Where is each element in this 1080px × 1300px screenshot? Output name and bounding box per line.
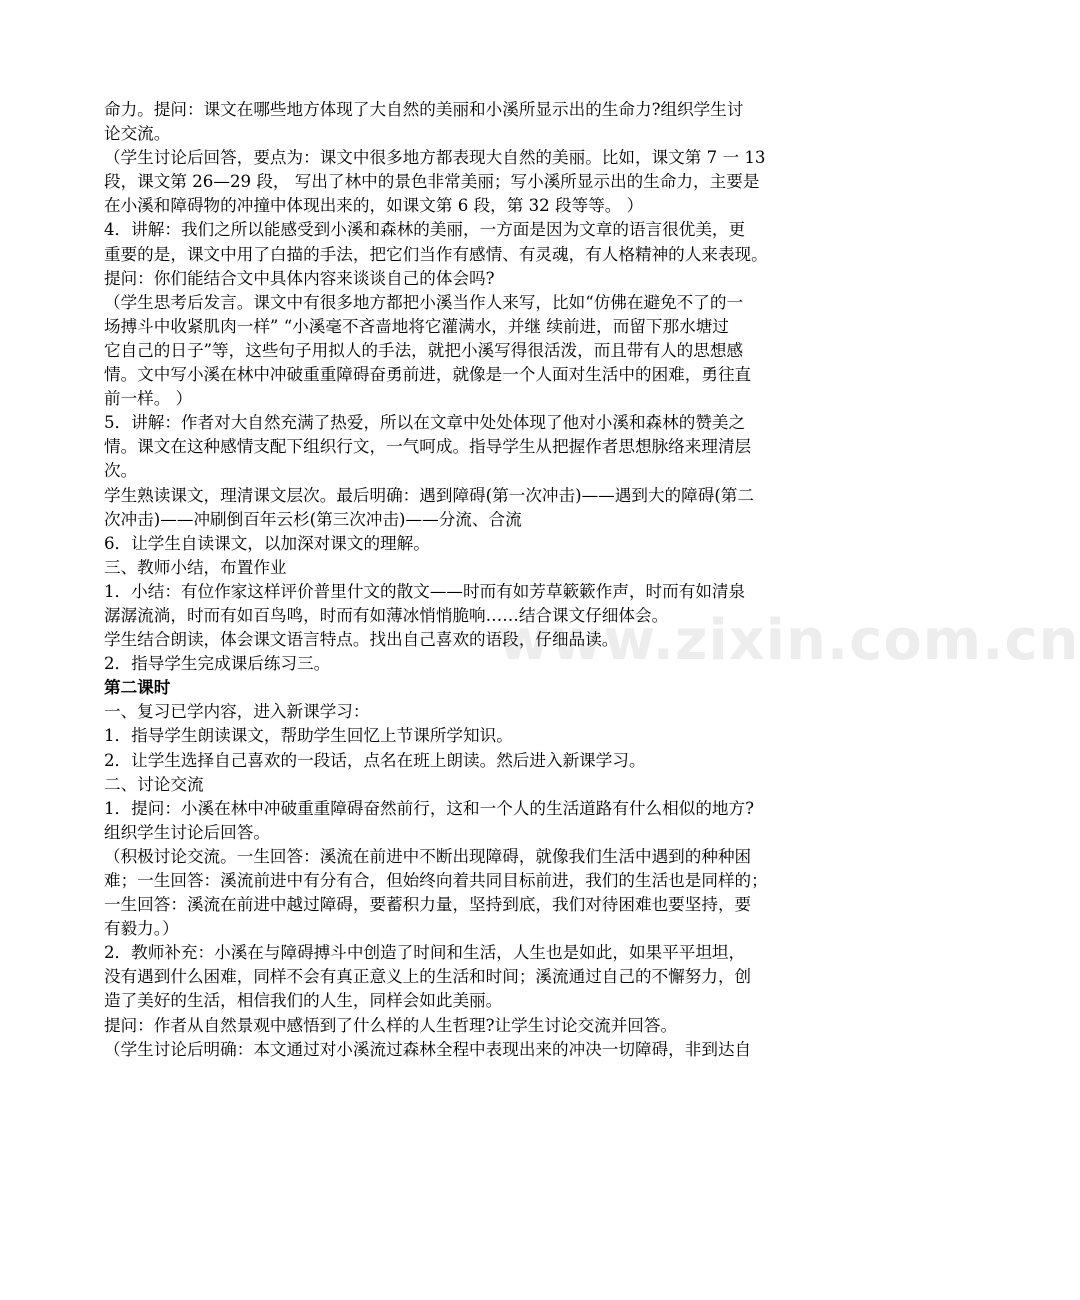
text-line: 4．讲解：我们之所以能感受到小溪和森林的美丽，一方面是因为文章的语言很优美，更 (104, 220, 746, 240)
text-line: 有毅力。） (104, 919, 179, 939)
text-line: 2．指导学生完成课后练习三。 (104, 654, 331, 674)
text-line: 情。文中写小溪在林中冲破重重障碍奋勇前进，就像是一个人面对生活中的困难，勇往直 (104, 365, 752, 385)
section-heading: 二、讨论交流 (104, 774, 204, 794)
text-line: 它自己的日子”等，这些句子用拟人的手法，就把小溪写得很活泼，而且带有人的思想感 (104, 340, 744, 360)
text-line: 情。课文在这种感情支配下组织行文，一气呵成。指导学生从把握作者思想脉络来理清层 (104, 437, 752, 457)
text-line: 学生结合朗读，体会课文语言特点。找出自己喜欢的语段，仔细品读。 (104, 630, 619, 650)
text-line: 次冲击)——冲刷倒百年云杉(第三次冲击)——分流、合流 (104, 509, 522, 529)
text-line: 2．让学生选择自己喜欢的一段话，点名在班上朗读。然后进入新课学习。 (104, 750, 646, 770)
text-line: 前一样。 ） (104, 389, 193, 409)
text-line: 学生熟读课文，理清课文层次。最后明确：遇到障碍(第一次冲击)——遇到大的障碍(第二 (104, 485, 754, 505)
text-line: 次。 (104, 461, 138, 481)
document-body (104, 98, 828, 1062)
section-heading: 三、教师小结，布置作业 (104, 557, 287, 577)
text-line: 5．讲解：作者对大自然充满了热爱，所以在文章中处处体现了他对小溪和森林的赞美之 (104, 413, 746, 433)
text-line: 没有遇到什么困难，同样不会有真正意义上的生活和时间；溪流通过自己的不懈努力，创 (104, 967, 752, 987)
text-line: 场搏斗中收紧肌肉一样” “小溪毫不吝啬地将它灌满水，并继 续前进，而留下那水塘过 (104, 316, 729, 336)
text-line: 造了美好的生活，相信我们的人生，同样会如此美丽。 (104, 991, 503, 1011)
text-line: 1．小结：有位作家这样评价普里什文的散文——时而有如芳草簌簌作声，时而有如清泉 (104, 581, 746, 601)
text-line: 潺潺流淌，时而有如百鸟鸣，时而有如薄冰悄悄脆响……结合课文仔细体会。 (104, 605, 669, 625)
text-line: 1．指导学生朗读课文，帮助学生回忆上节课所学知识。 (104, 726, 513, 746)
text-line: 段，课文第 26—29 段， 写出了林中的景色非常美丽；写小溪所显示出的生命力，主要是 (104, 172, 760, 192)
text-line: （学生思考后发言。课文中有很多地方都把小溪当作人来写，比如“仿佛在避免不了的一 (104, 292, 744, 312)
text-line: 在小溪和障碍物的冲撞中体现出来的，如课文第 6 段，第 32 段等等。 ） (104, 196, 644, 216)
text-line: 2．教师补充：小溪在与障碍搏斗中创造了时间和生活，人生也是如此，如果平平坦坦， (104, 943, 746, 963)
text-line: 1．提问：小溪在林中冲破重重障碍奋然前行，这和一个人的生活道路有什么相似的地方? (104, 798, 755, 818)
text-line: 提问：作者从自然景观中感悟到了什么样的人生哲理?让学生讨论交流并回答。 (104, 1015, 678, 1035)
text-line: 重要的是，课文中用了白描的手法，把它们当作有感情、有灵魂，有人格精神的人来表现。 (104, 244, 768, 264)
text-line: 一生回答：溪流在前进中越过障碍，要蓄积力量，坚持到底，我们对待困难也要坚持，要 (104, 895, 752, 915)
text-line: （学生讨论后明确：本文通过对小溪流过森林全程中表现出来的冲决一切障碍，非到达自 (104, 1039, 752, 1059)
text-line: （学生讨论后回答，要点为：课文中很多地方都表现大自然的美丽。比如，课文第 7 一 13 (104, 148, 766, 168)
lesson-heading: 第二课时 (104, 678, 171, 698)
text-line: 难；一生回答：溪流前进中有分有合，但始终向着共同目标前进，我们的生活也是同样的； (104, 871, 768, 890)
watermark: www.zixin.com.cn (498, 608, 1080, 673)
text-line: 组织学生讨论后回答。 (104, 822, 270, 842)
text-line: 6．让学生自读课文，以加深对课文的理解。 (104, 533, 430, 553)
text-line: 命力。提问：课文在哪些地方体现了大自然的美丽和小溪所显示出的生命力?组织学生讨 (104, 100, 744, 119)
text-line: 提问：你们能结合文中具体内容来谈谈自己的体会吗? (104, 268, 495, 288)
text-line: （积极讨论交流。一生回答：溪流在前进中不断出现障碍，就像我们生活中遇到的种种困 (104, 846, 752, 866)
text-line: 论交流。 (104, 124, 171, 144)
section-heading: 一、复习已学内容，进入新课学习： (104, 702, 370, 722)
